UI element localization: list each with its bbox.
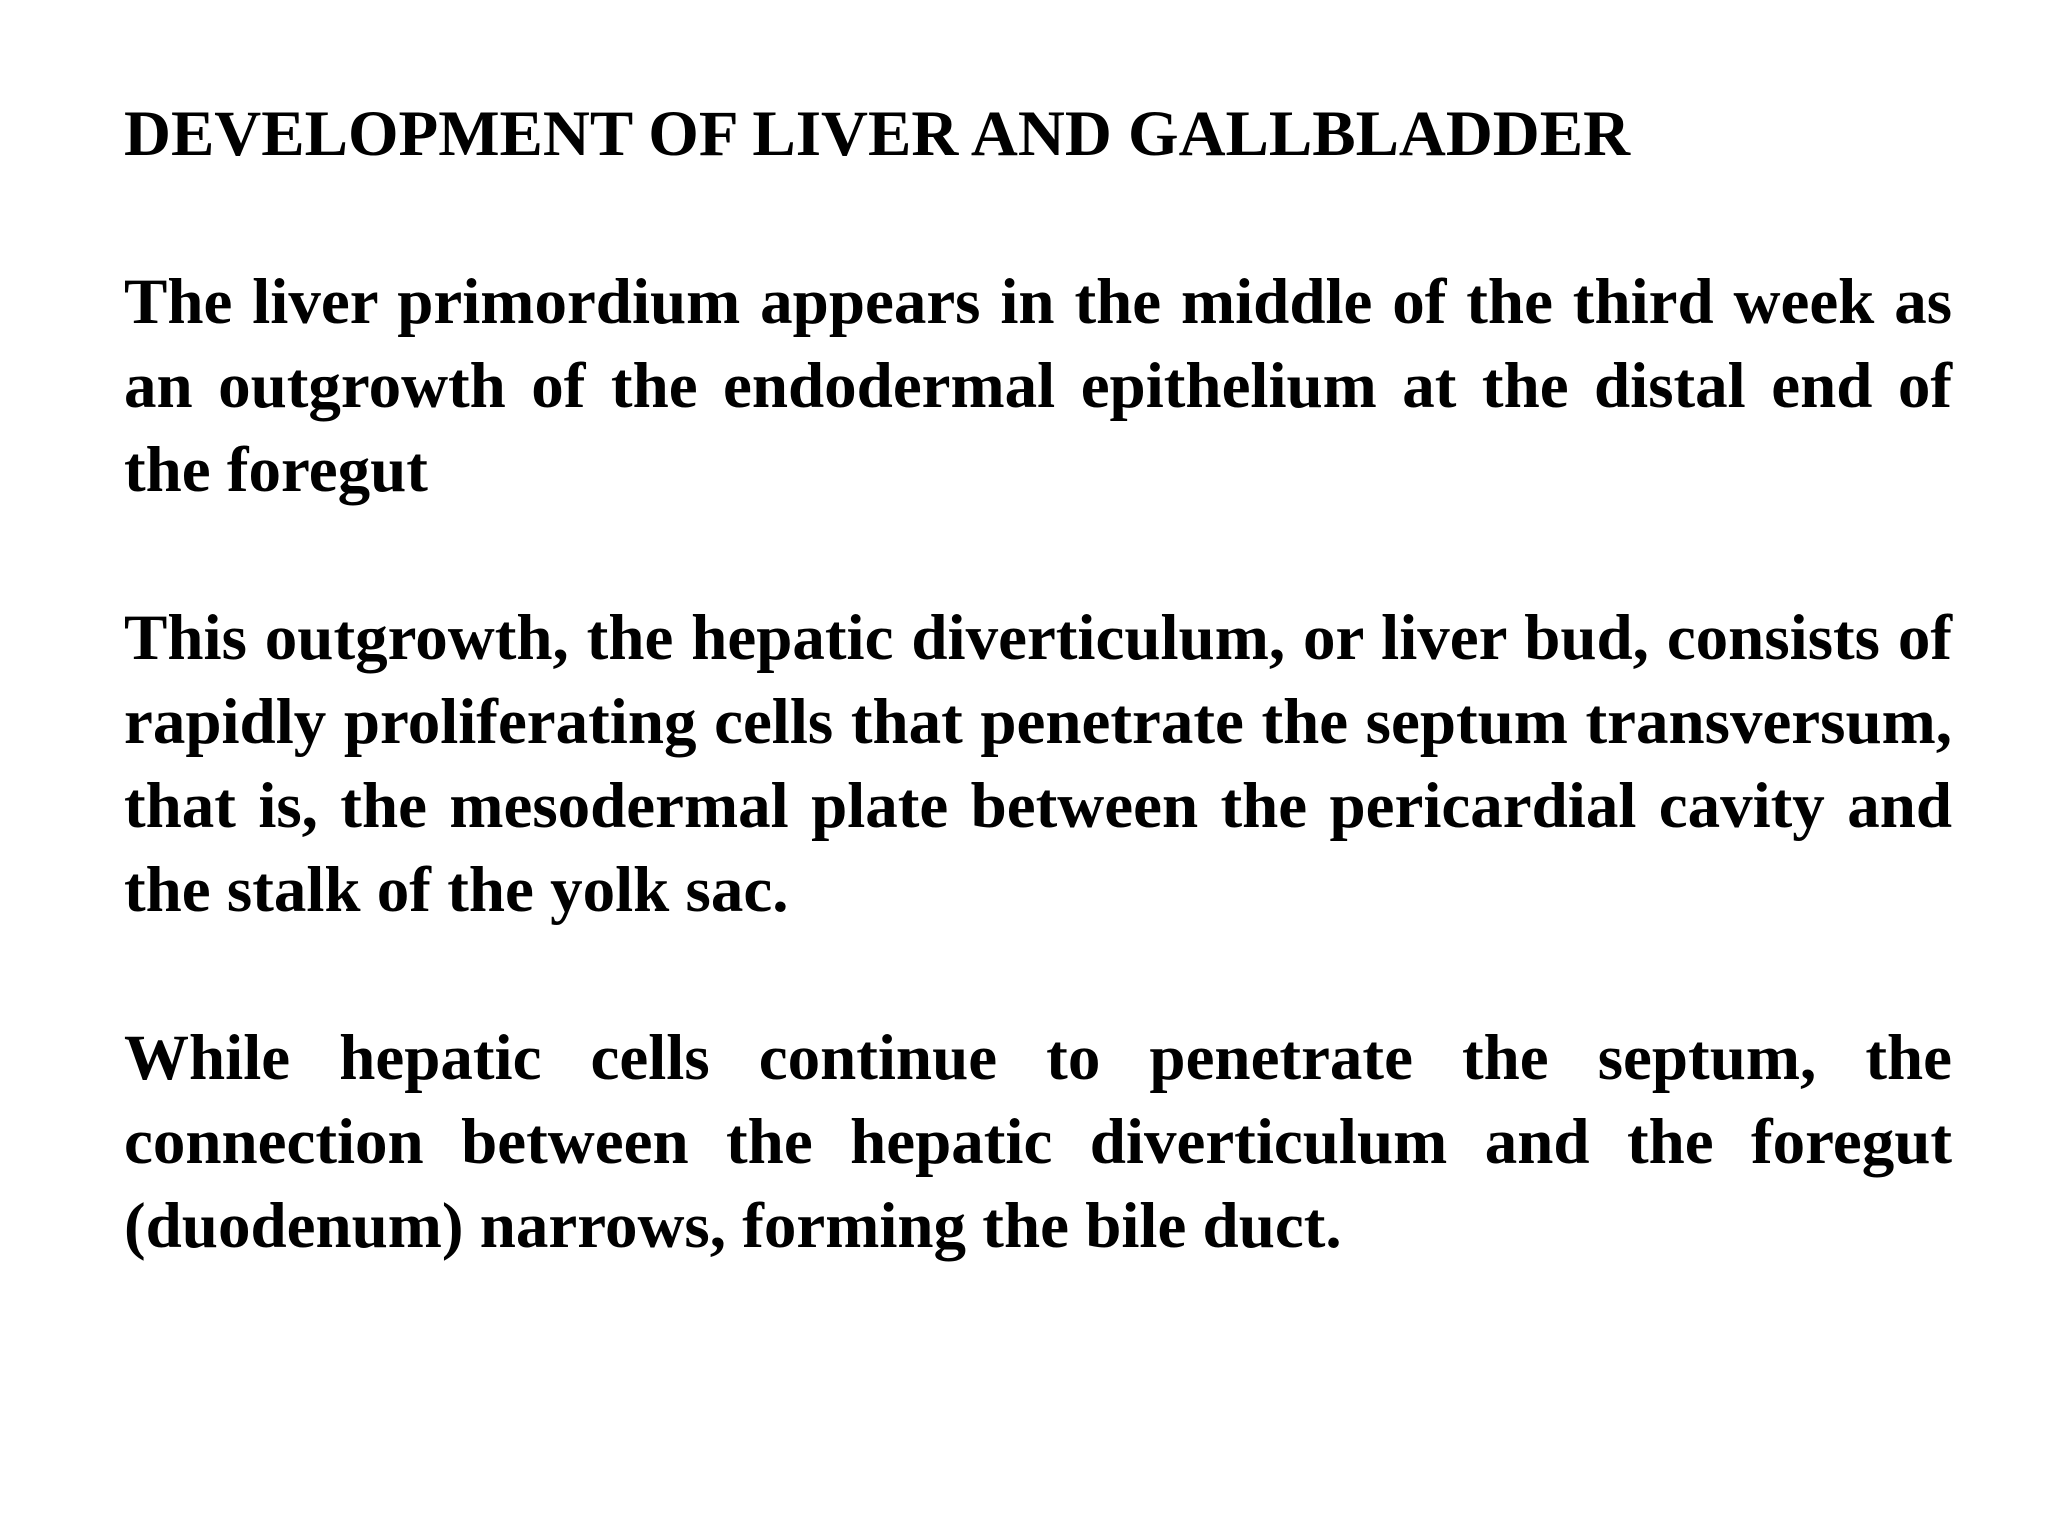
paragraph-liver-primordium: The liver primordium appears in the middle of the third week as an outgrowth of the endodermal epithelium at the distal end of the foregut [124,266,1952,506]
slide-title: DEVELOPMENT OF LIVER AND GALLBLADDER [124,98,1631,170]
slide-content [124,92,1952,1268]
paragraph-bile-duct: While hepatic cells continue to penetrate the septum, the connection between the hepatic diverticulum and the foregut (duodenum) narrows, forming the bile duct. [124,1022,1952,1262]
paragraph-hepatic-diverticulum: This outgrowth, the hepatic diverticulum, or liver bud, consists of rapidly proliferating cells that penetrate the septum transversum, that is, the mesodermal plate between the pericardial cavity and the stalk of the yolk sac. [124,602,1952,926]
